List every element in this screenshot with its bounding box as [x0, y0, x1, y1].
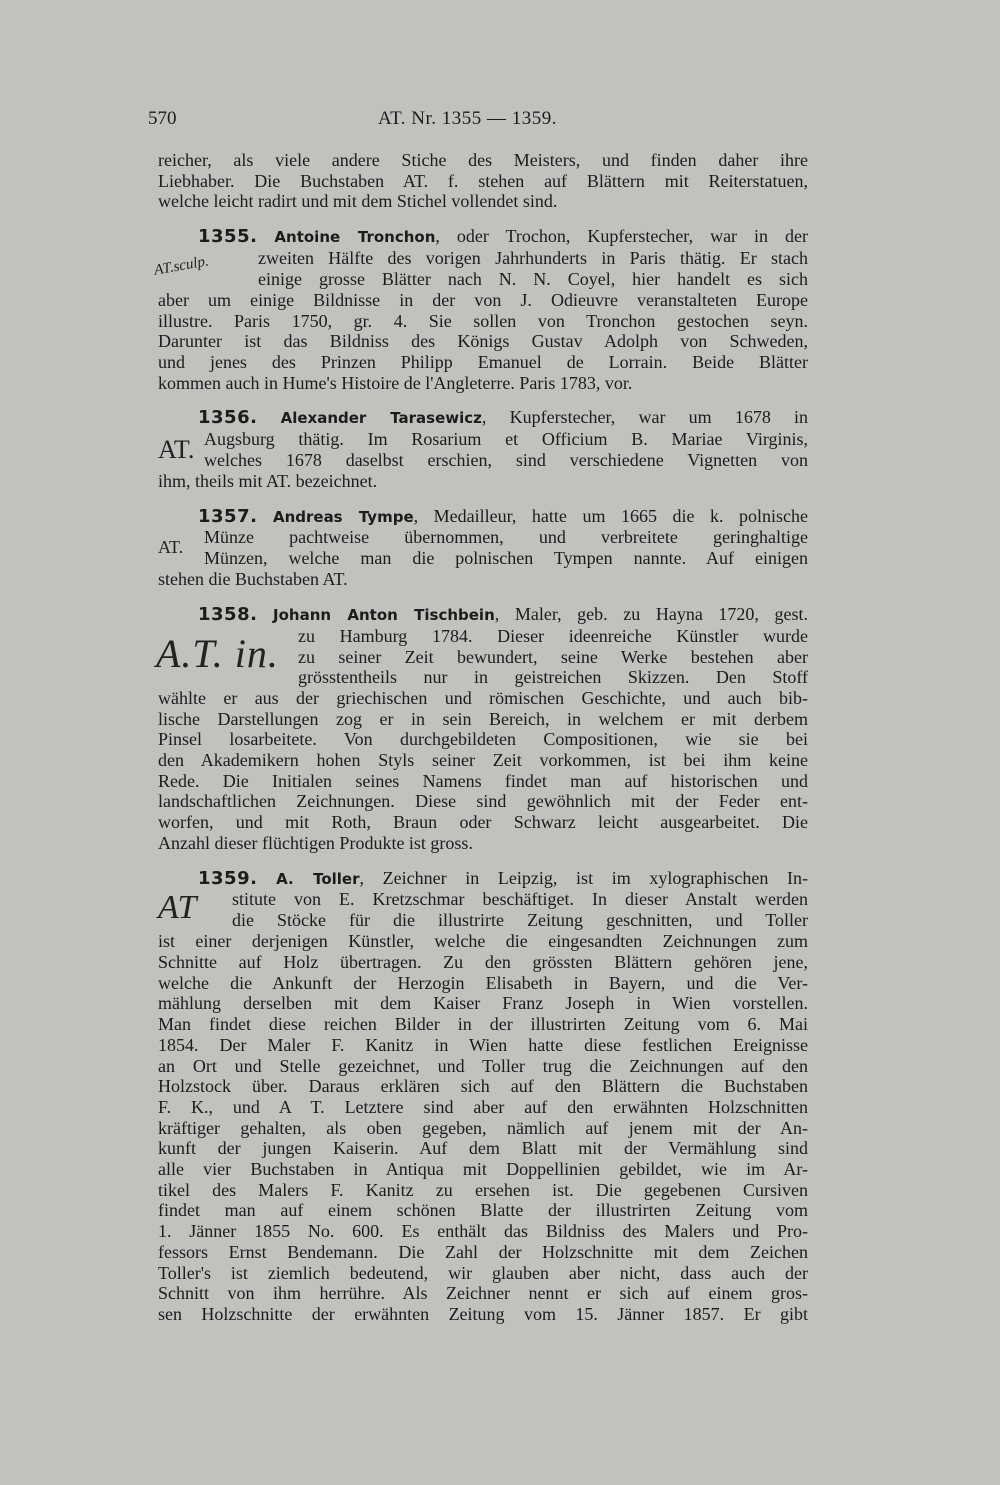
text-line: zu Hamburg 1784. Dieser ideenreiche Künstler wurde: [298, 625, 808, 646]
entry-head-line: [158, 506, 808, 528]
text-line: und jenes des Prinzen Philipp Emanuel de Lorrain. Beide Blätter: [158, 351, 808, 372]
text-line: Man findet diese reichen Bilder in der illustrirten Zeitung vom 6. Mai: [158, 1014, 808, 1035]
text-line: lische Darstellungen zog er in sein Bereich, in welchem er mit derbem: [158, 708, 808, 729]
text-line: 1. Jänner 1855 No. 600. Es enthält das Bildniss des Malers und Pro-: [158, 1221, 808, 1242]
text-line: ihm, theils mit AT. bezeichnet.: [158, 471, 378, 492]
artist-name: Johann Anton Tischbein: [273, 606, 495, 625]
monogram-mark: [158, 626, 298, 688]
monogram-inset: [152, 247, 808, 290]
intro-paragraph: [158, 150, 808, 212]
text-line: findet man auf einem schönen Blatte der illustrirten Zeitung vom: [158, 1200, 808, 1221]
monogram-mark: [158, 429, 204, 471]
entry-number: 1356.: [198, 407, 258, 429]
text-line: die Stöcke für die illustrirte Zeitung geschnitten, und Toller: [232, 909, 808, 930]
text-line: fessors Ernst Bendemann. Die Zahl der Holzschnitte mit dem Zeichen: [158, 1241, 808, 1262]
text-line: Schnitt von ihm herrühre. Als Zeichner nennt er sich auf einem gros-: [158, 1283, 808, 1304]
text-line: Liebhaber. Die Buchstaben AT. f. stehen auf Blättern mit Reiterstatuen,: [158, 170, 808, 191]
entry-1359: [158, 868, 808, 1325]
text-line: kommen auch in Hume's Histoire de l'Angleterre. Paris 1783, vor.: [158, 372, 633, 393]
entry-1355: [152, 226, 808, 393]
text-line: ist einer derjenigen Künstler, welche die eingesandten Zeichnungen zum: [158, 931, 808, 952]
text-fragment: , Kupferstecher, war um 1678 in: [481, 407, 809, 428]
text-line: Holzstock über. Daraus erklären sich auf den Blättern die Buchstaben: [158, 1076, 808, 1097]
monogram-text: AT.sculp.: [152, 253, 210, 279]
text-line: stitute von E. Kretzschmar beschäftiget. In dieser Anstalt werden: [232, 889, 808, 910]
text-line: aber um einige Bildnisse in der von J. Odieuvre veranstalteten Europe: [158, 289, 808, 310]
text-line: welche die Ankunft der Herzogin Elisabeth in Bayern, und die Ver-: [158, 972, 808, 993]
page-header: [148, 108, 808, 132]
page-number: 570: [148, 108, 177, 129]
text-line: Anzahl dieser flüchtigen Produkte ist gross.: [158, 832, 473, 853]
text-line: tikel des Malers F. Kanitz zu ersehen ist. Die gegebenen Cursiven: [158, 1179, 808, 1200]
text-line: Rede. Die Initialen seines Namens findet man auf historischen und: [158, 770, 808, 791]
artist-name: A. Toller: [276, 869, 360, 888]
monogram-text: A.T. in.: [156, 630, 279, 676]
text-line: reicher, als viele andere Stiche des Meisters, und finden daher ihre: [158, 150, 808, 170]
running-title: AT. Nr. 1355 — 1359.: [378, 108, 558, 129]
text-line: zweiten Hälfte des vorigen Jahrhunderts in Paris thätig. Er stach: [258, 247, 808, 268]
artist-name: Andreas Tympe: [272, 507, 414, 526]
monogram-text: AT: [158, 889, 197, 927]
text-line: sen Holzschnitte der erwähnten Zeitung vom 15. Jänner 1857. Er gibt: [158, 1303, 808, 1324]
text-line: zu seiner Zeit bewundert, seine Werke bestehen aber: [298, 646, 808, 667]
monogram-mark: [152, 248, 258, 290]
text-line: den Akademikern hohen Styls seiner Zeit vorkommen, ist bei ihm keine: [158, 750, 808, 771]
text-line: Darunter ist das Bildniss des Königs Gustav Adolph von Schweden,: [158, 331, 808, 352]
monogram-inset: [158, 626, 808, 688]
entry-number: 1357.: [198, 505, 258, 527]
entry-head-line: [158, 226, 808, 248]
entry-1357: [158, 506, 808, 590]
text-line: 1854. Der Maler F. Kanitz in Wien hatte diese festlichen Ereignisse: [158, 1034, 808, 1055]
entry-number: 1358.: [198, 604, 258, 626]
text-fragment: , oder Trochon, Kupferstecher, war in der: [435, 226, 808, 247]
monogram-text: AT.: [158, 537, 184, 558]
text-fragment: , Medailleur, hatte um 1665 die k. polnische: [413, 505, 809, 526]
text-line: Pinsel losarbeitete. Von durchgebildeten Compositionen, wie sie bei: [158, 729, 808, 750]
text-line: kunft der jungen Kaiserin. Auf dem Blatt mit der Vermählung sind: [158, 1138, 808, 1159]
text-line: Münzen, welche man die polnischen Tympen nannte. Auf einigen: [204, 548, 808, 569]
entry-1356: [158, 407, 808, 491]
text-line: Schnitte auf Holz übertragen. Zu den grössten Blättern gehören jene,: [158, 951, 808, 972]
monogram-inset: [158, 429, 808, 471]
text-line: worfen, und mit Roth, Braun oder Schwarz leicht ausgearbeitet. Die: [158, 812, 808, 833]
monogram-mark: [158, 527, 204, 569]
entry-head-line: [158, 868, 808, 890]
text-fragment: , Maler, geb. zu Hayna 1720, gest.: [494, 604, 808, 625]
text-line: kräftiger gehalten, als oben gegeben, nämlich auf jenem mit der An-: [158, 1117, 808, 1138]
text-line: F. K., und A T. Letztere sind aber auf den erwähnten Holzschnitten: [158, 1096, 808, 1117]
artist-name: Antoine Tronchon: [274, 228, 436, 247]
monogram-inset: [158, 527, 808, 569]
entry-head-line: [158, 407, 808, 429]
text-line: grösstentheils nur in geistreichen Skizzen. Den Stoff: [298, 667, 808, 688]
text-column: [152, 150, 809, 1325]
monogram-text: AT.: [158, 435, 195, 465]
artist-name: Alexander Tarasewicz: [280, 409, 482, 428]
monogram-inset: [158, 889, 808, 931]
text-line: Toller's ist ziemlich bedeutend, wir glauben aber nicht, dass auch der: [158, 1262, 808, 1283]
text-line: wählte er aus der griechischen und römischen Geschichte, und auch bib-: [158, 687, 808, 708]
text-line: landschaftlichen Zeichnungen. Diese sind gewöhnlich mit der Feder ent-: [158, 791, 808, 812]
text-line: einige grosse Blätter nach N. N. Coyel, hier handelt es sich: [258, 268, 808, 289]
entry-number: 1359.: [198, 867, 258, 889]
text-line: an Ort und Stelle gezeichnet, und Toller trug die Zeichnungen auf den: [158, 1055, 808, 1076]
entry-head-line: [158, 604, 808, 626]
text-line: stehen die Buchstaben AT.: [158, 569, 348, 590]
text-line: welches 1678 daselbst erschien, sind verschiedene Vignetten von: [204, 449, 808, 470]
text-line: Münze pachtweise übernommen, und verbreitete geringhaltige: [204, 527, 808, 548]
text-line: Augsburg thätig. Im Rosarium et Officium B. Mariae Virginis,: [204, 429, 808, 450]
monogram-mark: [158, 889, 232, 931]
text-line: alle vier Buchstaben in Antiqua mit Doppellinien gebildet, wie im Ar-: [158, 1159, 808, 1180]
text-line: illustre. Paris 1750, gr. 4. Sie sollen von Tronchon gestochen seyn.: [158, 310, 808, 331]
entry-1358: [158, 604, 808, 853]
text-line: mählung derselben mit dem Kaiser Franz Joseph in Wien vorstellen.: [158, 993, 808, 1014]
text-line: welche leicht radirt und mit dem Stichel vollendet sind.: [158, 191, 558, 212]
text-fragment: , Zeichner in Leipzig, ist im xylographischen In-: [359, 867, 809, 888]
entry-number: 1355.: [198, 226, 258, 248]
